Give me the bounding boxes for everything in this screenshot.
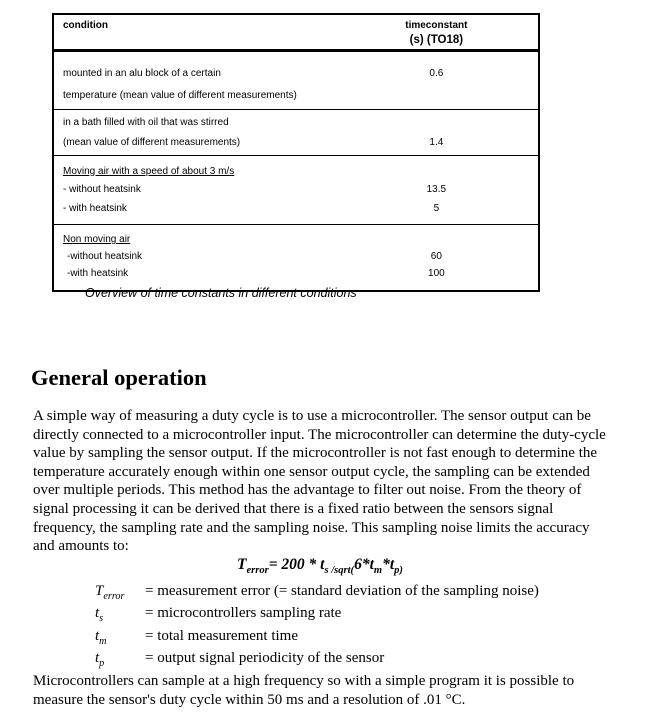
condition-cell: - with heatsink bbox=[63, 202, 127, 214]
variable-description: = measurement error (= standard deviation of the sampling noise) bbox=[145, 583, 539, 599]
condition-cell: mounted in an alu block of a certain bbox=[63, 67, 221, 79]
formula-term: 6*t bbox=[354, 556, 374, 573]
condition-cell: Moving air with a speed of about 3 m/s bbox=[63, 165, 235, 177]
timeconstant-header-line2: (s) (TO18) bbox=[409, 33, 464, 46]
value-cell: 100 bbox=[428, 268, 445, 279]
formula-term: = 200 * t bbox=[268, 556, 325, 573]
value-cell bbox=[335, 113, 538, 133]
value-cell bbox=[335, 163, 538, 182]
row-line bbox=[54, 85, 538, 107]
definition-row bbox=[95, 650, 539, 672]
value-cell: 1.4 bbox=[429, 136, 444, 148]
table-row bbox=[54, 156, 538, 226]
value-cell bbox=[335, 231, 538, 248]
timeconstant-header-line1: timeconstant bbox=[405, 20, 468, 31]
symbol-letter: T bbox=[95, 583, 104, 599]
table-row bbox=[54, 225, 538, 290]
symbol-subscript: s bbox=[99, 613, 104, 625]
paragraph-microcontrollers: Microcontrollers can sample at a high frequency so with a simple program it is possible to measure the sensor's duty cycle within 50 ms and a resolution of .01 °C. bbox=[33, 673, 575, 708]
row-line bbox=[54, 200, 538, 219]
variable-symbol bbox=[95, 605, 145, 627]
symbol-letter: t bbox=[95, 627, 100, 644]
value-cell: 13.5 bbox=[426, 184, 447, 195]
formula-subscript: /sqrt( bbox=[328, 565, 355, 577]
variable-definitions bbox=[95, 583, 539, 672]
condition-cell: -with heatsink bbox=[67, 268, 129, 279]
section-heading: General operation bbox=[31, 365, 207, 390]
formula-subscript: error bbox=[246, 565, 269, 577]
condition-cell: -without heatsink bbox=[67, 251, 143, 262]
condition-column-header: condition bbox=[63, 20, 108, 31]
formula-term: T bbox=[237, 556, 247, 573]
row-line bbox=[54, 163, 538, 182]
table-row bbox=[54, 52, 538, 110]
formula-subscript: p) bbox=[394, 565, 403, 577]
symbol-subscript: p bbox=[99, 657, 105, 669]
table-caption: Overview of time constants in different conditions bbox=[85, 286, 357, 300]
row-line bbox=[54, 181, 538, 200]
value-cell: 60 bbox=[430, 251, 442, 262]
value-cell: 5 bbox=[433, 202, 440, 214]
row-line bbox=[54, 133, 538, 153]
value-cell bbox=[335, 85, 538, 107]
condition-cell: in a bath filled with oil that was stirred bbox=[63, 116, 229, 128]
row-line bbox=[54, 265, 538, 282]
variable-symbol bbox=[95, 583, 145, 605]
condition-cell: temperature (mean value of different measurements) bbox=[63, 89, 297, 101]
error-formula bbox=[237, 556, 403, 576]
formula-term: *t bbox=[382, 556, 395, 573]
row-line bbox=[54, 231, 538, 248]
formula-subscript: s bbox=[324, 565, 329, 577]
table-row bbox=[54, 110, 538, 156]
condition-cell: - without heatsink bbox=[63, 184, 141, 195]
row-line bbox=[54, 113, 538, 133]
condition-cell: Non moving air bbox=[63, 234, 131, 245]
variable-description: = microcontrollers sampling rate bbox=[145, 605, 342, 622]
row-line bbox=[54, 248, 538, 265]
definition-row bbox=[95, 583, 539, 605]
value-cell: 0.6 bbox=[429, 67, 444, 79]
variable-symbol bbox=[95, 628, 145, 650]
symbol-subscript: error bbox=[103, 591, 125, 602]
row-line bbox=[54, 63, 538, 85]
definition-row bbox=[95, 628, 539, 650]
time-constants-table bbox=[52, 13, 540, 292]
variable-symbol bbox=[95, 650, 145, 672]
symbol-subscript: m bbox=[99, 635, 107, 647]
formula-subscript: m bbox=[373, 565, 383, 577]
paragraph-general-operation: A simple way of measuring a duty cycle is to use a microcontroller. The sensor output can be directly connected to a microcontroller input. The microcontroller can determine the duty-cycle value by sampling the sensor output. If the microcontroller is not fast enough to determine the temperature accurately enough within one sensor output cycle, the sampling can be extended over multiple periods. This method has the advantage to filter out noise. From the theory of signal processing it can be derived that there is a fixed ratio between the sensors signal frequency, the sampling rate and the sampling noise. This sampling noise limits the accuracy and amounts to: bbox=[33, 408, 606, 555]
symbol-letter: t bbox=[95, 649, 100, 666]
variable-description: = output signal periodicity of the sensor bbox=[145, 649, 385, 666]
table-header bbox=[54, 15, 538, 52]
definition-row bbox=[95, 605, 539, 627]
condition-cell: (mean value of different measurements) bbox=[63, 136, 241, 148]
variable-description: = total measurement time bbox=[145, 627, 298, 644]
timeconstant-column-header bbox=[335, 18, 538, 47]
symbol-letter: t bbox=[95, 605, 100, 622]
